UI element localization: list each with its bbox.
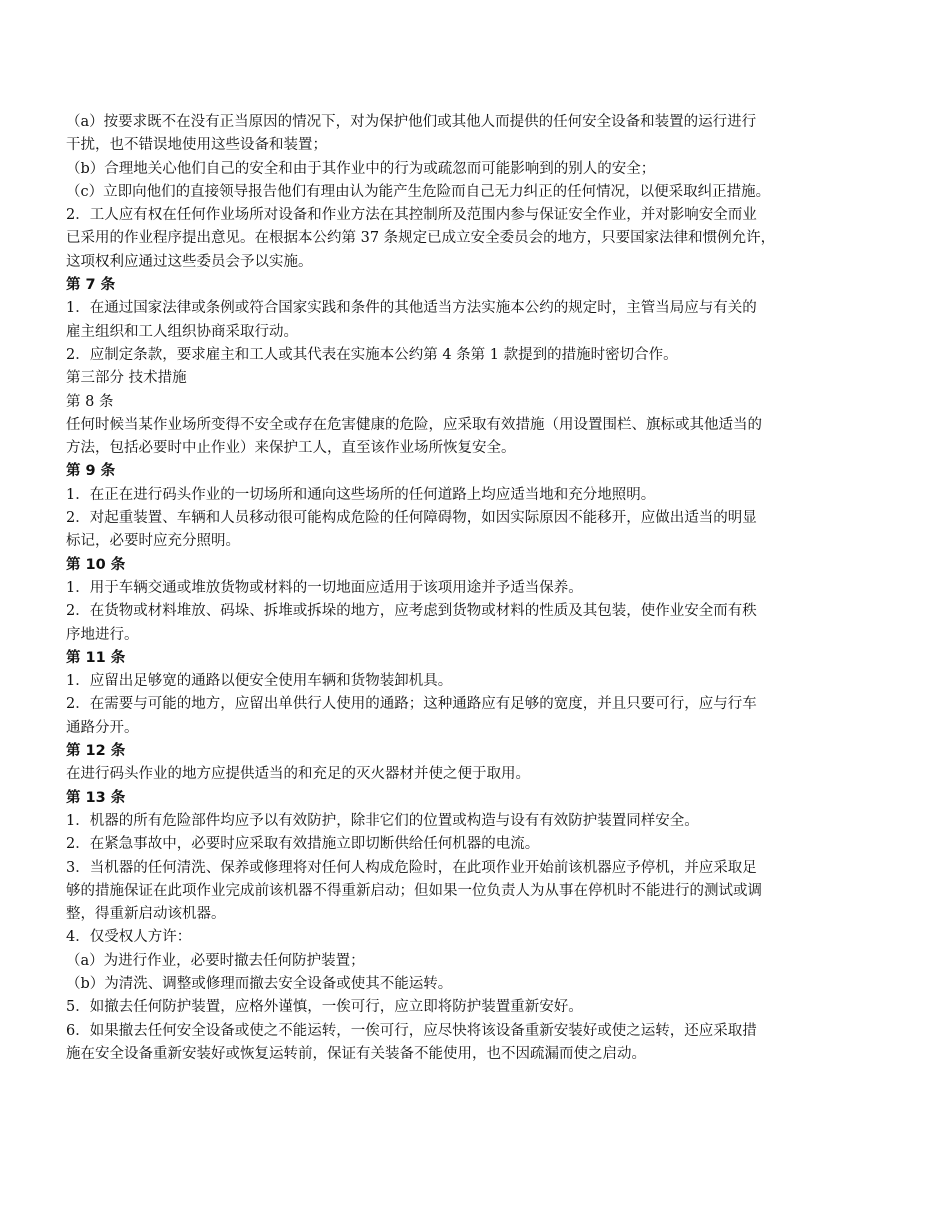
text-line: 施在安全设备重新安装好或恢复运转前，保证有关装备不能使用，也不因疏漏而使之启动。 (66, 1045, 646, 1062)
text-line: 第 8 条 (66, 393, 114, 410)
article-heading (66, 647, 856, 670)
text-line: 这项权利应通过这些委员会予以实施。 (66, 253, 313, 270)
text-line: 6．如果撤去任何安全设备或使之不能运转，一俟可行，应尽快将该设备重新安装好或使之运转，还应采取措 (66, 1022, 757, 1039)
text-line: （b）合理地关心他们自己的安全和由于其作业中的行为或疏忽而可能影响到的别人的安全； (66, 160, 656, 177)
text-line: 第 10 条 (66, 556, 126, 573)
document-page (66, 111, 856, 1066)
text-line: 第 9 条 (66, 463, 116, 480)
paragraph (66, 973, 856, 996)
text-line: 整，得重新启动该机器。 (66, 906, 226, 923)
text-line: 1．在通过国家法律或条例或符合国家实践和条件的其他适当方法实施本公约的规定时，主管当局应与有关的 (66, 300, 757, 317)
text-line: 第三部分 技术措施 (66, 370, 187, 387)
article-heading (66, 740, 856, 763)
paragraph (66, 507, 856, 554)
text-line: （a）为进行作业，必要时撤去任何防护装置； (66, 952, 365, 969)
text-line: 雇主组织和工人组织协商采取行动。 (66, 323, 298, 340)
text-line: 2．应制定条款，要求雇主和工人或其代表在实施本公约第 4 条第 1 款提到的措施时密切合作。 (66, 346, 678, 363)
paragraph (66, 996, 856, 1019)
text-line: 4．仅受权人方许： (66, 929, 192, 946)
text-line: 第 7 条 (66, 277, 116, 294)
text-line: 序地进行。 (66, 626, 139, 643)
paragraph (66, 297, 856, 344)
article-heading (66, 787, 856, 810)
text-line: 在进行码头作业的地方应提供适当的和充足的灭火器材并使之便于取用。 (66, 766, 530, 783)
paragraph (66, 693, 856, 740)
text-line: 2．在紧急事故中，必要时应采取有效措施立即切断供给任何机器的电流。 (66, 836, 540, 853)
paragraph (66, 484, 856, 507)
text-line: 标记，必要时应充分照明。 (66, 533, 240, 550)
text-line: 5．如撤去任何防护装置，应格外谨慎，一俟可行，应立即将防护装置重新安好。 (66, 999, 583, 1016)
text-line: （c）立即向他们的直接领导报告他们有理由认为能产生危险而自己无力纠正的任何情况，以便采取纠正措施。 (66, 183, 771, 200)
paragraph (66, 111, 856, 158)
text-line: 3．当机器的任何清洗、保养或修理将对任何人构成危险时，在此项作业开始前该机器应予停机，并应采取足 (66, 859, 757, 876)
text-line: 2．在货物或材料堆放、码垛、拆堆或拆垛的地方，应考虑到货物或材料的性质及其包装，使作业安全而有秩 (66, 603, 757, 620)
paragraph (66, 926, 856, 949)
text-line: 通路分开。 (66, 719, 139, 736)
text-line: 够的措施保证在此项作业完成前该机器不得重新启动；但如果一位负责人为从事在停机时不能进行的测试或调 (66, 882, 762, 899)
article-heading (66, 460, 856, 483)
paragraph (66, 181, 856, 204)
text-line: 1．在正在进行码头作业的一切场所和通向这些场所的任何道路上均应适当地和充分地照明。 (66, 486, 656, 503)
text-line: 2．工人应有权在任何作业场所对设备和作业方法在其控制所及范围内参与保证安全作业，并对影响安全而业 (66, 207, 757, 224)
text-line: 1．应留出足够宽的通路以便安全使用车辆和货物装卸机具。 (66, 673, 453, 690)
paragraph (66, 158, 856, 181)
text-line: 2．在需要与可能的地方，应留出单供行人使用的通路；这种通路应有足够的宽度，并且只要可行，应与行车 (66, 696, 757, 713)
paragraph (66, 950, 856, 973)
text-line: 干扰，也不错误地使用这些设备和装置； (66, 137, 327, 154)
paragraph (66, 577, 856, 600)
section-heading (66, 391, 856, 414)
paragraph (66, 600, 856, 647)
text-line: 第 11 条 (66, 649, 126, 666)
text-line: 1．机器的所有危险部件均应予以有效防护，除非它们的位置或构造与设有有效防护装置同样安全。 (66, 812, 699, 829)
paragraph (66, 414, 856, 461)
text-line: 第 13 条 (66, 789, 126, 806)
text-line: 已采用的作业程序提出意见。在根据本公约第 37 条规定已成立安全委员会的地方，只要国家法律和惯例允许， (66, 230, 776, 247)
paragraph (66, 857, 856, 927)
text-line: 第 12 条 (66, 743, 126, 760)
text-line: 2．对起重装置、车辆和人员移动很可能构成危险的任何障碍物，如因实际原因不能移开，应做出适当的明显 (66, 510, 757, 527)
paragraph (66, 810, 856, 833)
text-line: （a）按要求既不在没有正当原因的情况下，对为保护他们或其他人而提供的任何安全设备和装置的运行进行 (66, 114, 757, 130)
text-line: 方法，包括必要时中止作业）来保护工人，直至该作业场所恢复安全。 (66, 440, 516, 457)
paragraph (66, 344, 856, 367)
paragraph (66, 1020, 856, 1067)
paragraph (66, 833, 856, 856)
text-line: 任何时候当某作业场所变得不安全或存在危害健康的危险，应采取有效措施（用设置围栏、旗标或其他适当的 (66, 416, 762, 433)
article-heading (66, 554, 856, 577)
article-heading (66, 274, 856, 297)
section-heading (66, 367, 856, 390)
text-line: （b）为清洗、调整或修理而撤去安全设备或使其不能运转。 (66, 975, 453, 992)
text-line: 1．用于车辆交通或堆放货物或材料的一切地面应适用于该项用途并予适当保养。 (66, 579, 583, 596)
paragraph (66, 670, 856, 693)
paragraph (66, 763, 856, 786)
paragraph (66, 204, 856, 274)
